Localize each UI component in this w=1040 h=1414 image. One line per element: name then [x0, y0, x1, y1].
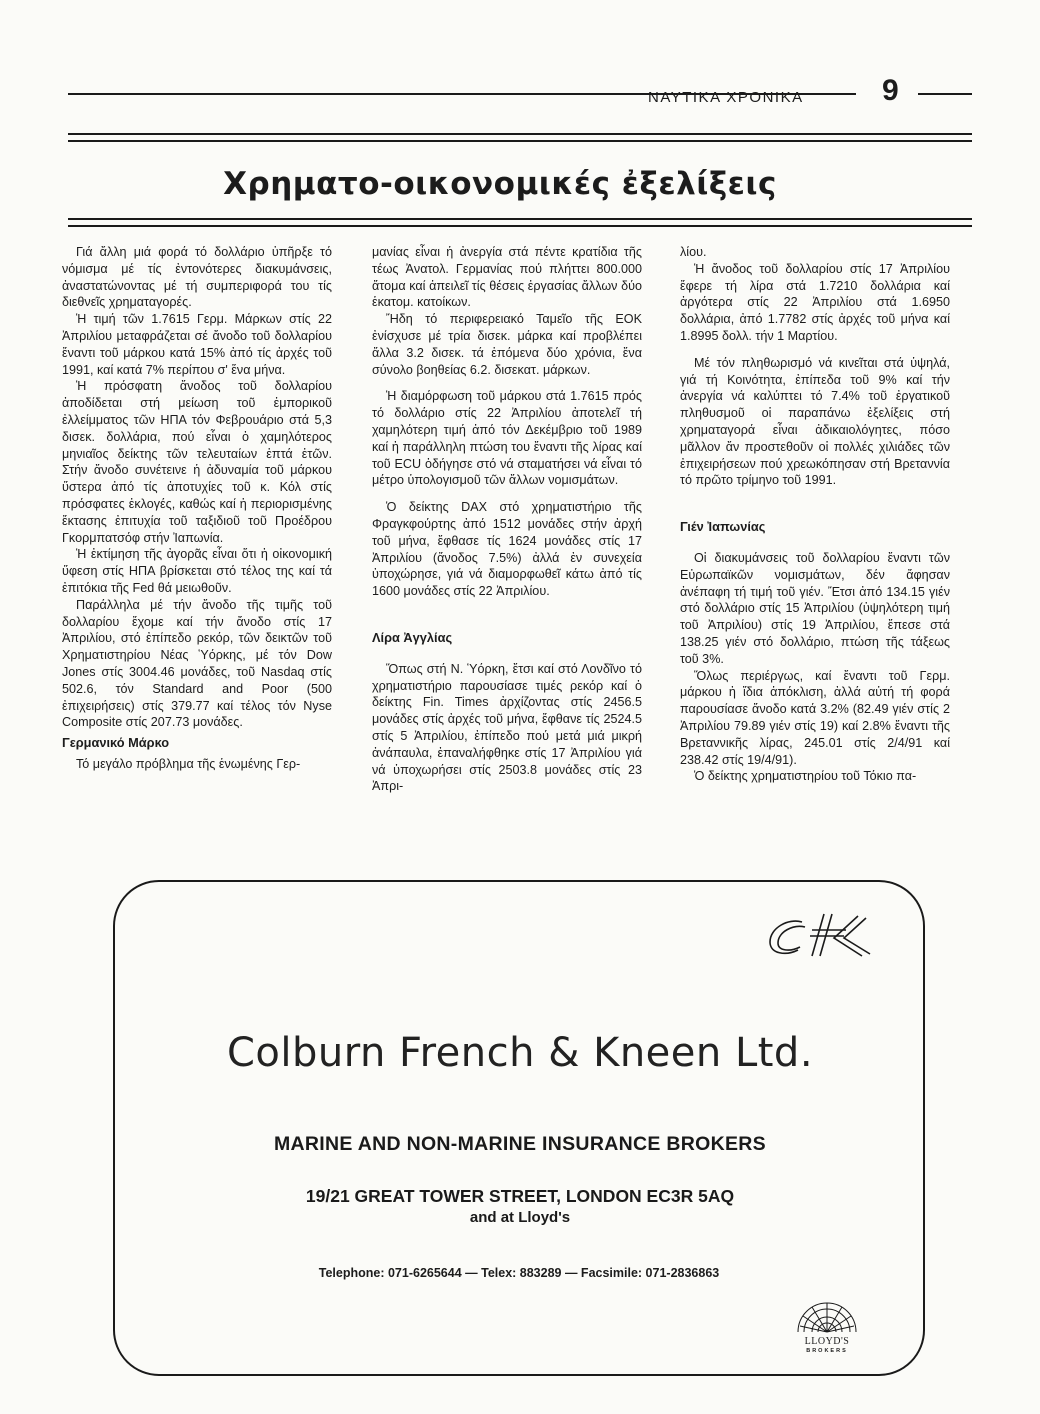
advert-company-name: Colburn French & Kneen Ltd. — [226, 1030, 814, 1076]
lloyds-sub-label: BROKERS — [806, 1348, 848, 1354]
paragraph: Ἡ τιμή τῶν 1.7615 Γερμ. Μάρκων στίς 22 Ἀπριλίου μεταφράζεται σέ ἄνοδο τοῦ δολλαρίου ἔναντι τοῦ μάρκου κατά 15% ἀπό τίς ἀρχές τοῦ 1991, καί κατά 7% περίπου σ' ἕνα μήνα. — [62, 312, 332, 377]
article-column-3 — [680, 244, 950, 785]
advert-tagline: MARINE AND NON-MARINE INSURANCE BROKERS — [274, 1133, 766, 1155]
paragraph: Ἡ διαμόρφωση τοῦ μάρκου στά 1.7615 πρός τό δολλάριο στίς 22 Ἀπριλίου ἀποτελεῖ τή χαμηλότερη τιμή ἀπό τόν Δεκέμβριο τοῦ 1989 καί ἡ παράλληλη πτώση του ἔναντι τῆς λίρας καί τοῦ ECU ὁδήγησε στό νά σταματήσει νά εἶναι τό μέτρο ὑπολογισμοῦ τῶν ἄλλων νομισμάτων. — [372, 389, 642, 488]
article-column-2 — [372, 244, 642, 795]
advert-address-lloyds: and at Lloyd's — [469, 1209, 571, 1226]
title-top-rule-1 — [68, 133, 972, 135]
paragraph: μανίας εἶναι ἡ ἀνεργία στά πέντε κρατίδια τῆς τέως Ἀνατολ. Γερμανίας πού πλήττει 800.000 ἄτομα καί ἀπειλεῖ τίς θέσεις ἐργασίας ἄλλων δύο ἑκατομ. κατοίκων. — [372, 245, 642, 310]
advert-contact-line: Telephone: 071-6265644 — Telex: 883289 — Facsimile: 071-2836863 — [318, 1266, 720, 1280]
article-column-1 — [62, 244, 332, 773]
svg-text:cfk: cfk — [762, 895, 783, 912]
paragraph: Ὁ δείκτης DAX στό χρηματιστήριο τῆς Φραγκφούρτης ἀπό 1512 μονάδες στήν ἀρχή τοῦ μήνα, ἔφθασε τίς 1624 μονάδες στίς 17 Ἀπριλίου (ἄνοδος 7.5%) ἀλλά ἐν συνεχεία ὑποχώρησε, γιά νά διαμορφωθεῖ κάτω ἀπό τίς 1600 μονάδες στίς 22 Ἀπριλίου. — [372, 500, 642, 599]
paragraph: Ἤδη τό περιφερειακό Ταμεῖο τῆς ΕΟΚ ἐνίσχυσε μέ τρία δισεκ. μάρκα καί προβλέπει ἄλλα 3.2 δισεκ. τά ἑπόμενα δύο χρόνια, ἕνα σύνολο βοηθείας 6.2. δισεκατ. μάρκων. — [372, 312, 642, 377]
title-bottom-rule-2 — [68, 225, 972, 227]
page-number: 9 — [882, 74, 899, 107]
paragraph: Ἡ ἐκτίμηση τῆς ἀγορᾶς εἶναι ὅτι ἡ οἰκονομική ὕφεση στίς ΗΠΑ βρίσκεται στό τέλος της καί τά ἐπιτόκια τῆς Fed θά μειωθοῦν. — [62, 547, 332, 595]
section-heading-lira: Λίρα Ἀγγλίας — [372, 629, 453, 645]
article-title: Χρηματο-οικονομικές ἐξελίξεις — [223, 166, 777, 202]
title-top-rule-2 — [68, 140, 972, 142]
title-bottom-rule-1 — [68, 218, 972, 220]
header-rule-right — [918, 93, 972, 95]
paragraph: Τό μεγάλο πρόβλημα τῆς ἑνωμένης Γερ- — [76, 756, 301, 771]
paragraph: Παράλληλα μέ τήν ἄνοδο τῆς τιμῆς τοῦ δολλαρίου ἔχομε καί τήν ἄνοδο στίς 17 Ἀπριλίου, στό ἐπίπεδο ρεκόρ, τῶν δεικτῶν τοῦ Χρηματιστηρίου Νέας Ὑόρκης, μέ τόν Dow Jones στίς 3004.46 μονάδες, τοῦ Nasdaq στίς 502.6, τόν Standard and Poor (500 ἐπιχειρήσεις) στίς 379.77 καί τέλος τόν Nyse Composite στίς 207.73 μονάδες. — [62, 597, 332, 730]
paragraph: Μέ τόν πληθωρισμό νά κινεῖται στά ὑψηλά, γιά τή Κοινότητα, ἐπίπεδα τοῦ 9% καί τήν ἀνεργία νά καλύπτει τό 7.4% τοῦ ἐργατικοῦ πληθυσμοῦ οἱ παραπάνω ἐξελίξεις στή χρηματαγορά εἶναι ἀδικαιολόγητες, πόσο μᾶλλον ἄν προστεθοῦν οἱ πολλές χιλιάδες τῶν ἐπιχειρήσεων πού χρεωκόπησαν στή Βρεταννία τό πρῶτο τρίμηνο τοῦ 1991. — [680, 355, 950, 488]
paragraph: Ὅπως στή Ν. Ὑόρκη, ἔτσι καί στό Λονδῖνο τό χρηματιστήριο παρουσίασε τιμές ρεκόρ καί ὁ δείκτης Fin. Times ἀρχίζοντας στίς 2456.5 μονάδες στίς ἀρχές τοῦ μήνα, ἔφθανε τίς 2524.5 στίς 5 Ἀπριλίου, ἐπίπεδο πού μετά μιά μικρή ἀνάπαυλα, ἐπαναλήφθηκε στίς 17 Ἀπριλίου γιά νά ὑποχωρήσει στίς 2503.8 μονάδες στίς 23 Ἀπρι- — [372, 661, 642, 794]
section-title: ΝΑΥΤΙΚΑ ΧΡΟΝΙΚΑ — [648, 89, 804, 106]
lloyds-emblem-icon — [792, 1286, 862, 1334]
section-heading-mark: Γερμανικό Μάρκο — [62, 735, 170, 751]
advert-address: 19/21 GREAT TOWER STREET, LONDON EC3R 5AQ — [305, 1186, 735, 1206]
paragraph: Ἡ πρόσφατη ἄνοδος τοῦ δολλαρίου ἀποδίδεται στή μείωση τοῦ ἐμπορικοῦ ἐλλείμματος τῶν ΗΠΑ τόν Φεβρουάριο στά 5,3 δισεκ. δολλάρια, πού εἶναι ὁ χαμηλότερος μηνιαῖος δείκτης τῶν τελευταίων ἑπτά ἐτῶν. Στήν ἄνοδο συνέτεινε ἡ ἀδυναμία τοῦ μάρκου ὕστερα ἀπό τίς ἀποτυχίες τοῦ κ. Κόλ στίς πρόσφατες ἐκλογές, καθώς καί ἡ περιορισμένης ἔκτασης ἐπιτυχία τοῦ ταξιδιοῦ τοῦ Προέδρου Γκορμπατσόφ στήν Ἰαπωνία. — [62, 379, 332, 545]
paragraph: λίου. — [680, 245, 707, 259]
paragraph: Οἱ διακυμάνσεις τοῦ δολλαρίου ἔναντι τῶν Εὐρωπαϊκῶν νομισμάτων, δέν ἄφησαν ἀνέπαφη τή τιμή τοῦ γιέν. Ἔτσι ἀπό 134.15 γιέν στό δολλάριο στίς 15 Ἀπριλίου (ὑψηλότερη τιμή τοῦ Ἀπριλίου) στίς 19 Ἀπριλίου, ἔπεσε στά 138.25 γιέν στό δολλάριο, πτώση τῆς τάξεως τοῦ 3%. — [680, 550, 950, 666]
paragraph: Ἡ ἄνοδος τοῦ δολλαρίου στίς 17 Ἀπριλίου ἔφερε τή λίρα στά 1.7210 δολλάρια καί ἀργότερα στίς 22 Ἀπριλίου στά 1.6950 δολλάρια, ἀπό 1.7782 στίς ἀρχές τοῦ μήνα καί 1.8995 δολλ. τήν 1 Μαρτίου. — [680, 261, 950, 343]
paragraph: Γιά ἄλλη μιά φορά τό δολλάριο ὑπῆρξε τό νόμισμα μέ τίς ἐντονότερες διακυμάνσεις, ἀναστατώνοντας μέ τή συμπεριφορά του τίς διεθνεῖς χρηματαγορές. — [62, 245, 332, 310]
section-heading-yen: Γιέν Ἰαπωνίας — [680, 519, 766, 535]
cfk-logo-icon — [762, 895, 874, 964]
paragraph: Ὅλως περιέργως, καί ἔναντι τοῦ Γερμ. μάρκου ἡ ἴδια ἀπόκλιση, ἀλλά αὐτή τή φορά παρουσίασε ἄνοδο κατά 3.2% (82.49 γιέν στίς 2 Ἀπριλίου 79.89 γιέν στίς 19) καί 2.8% ἔναντι τῆς Βρεταννικῆς λίρας, 245.01 στίς 2/4/91 καί 238.42 στίς 19/4/91). — [680, 668, 950, 767]
lloyds-label: LLOYD'S — [804, 1336, 850, 1347]
paragraph: Ὁ δείκτης χρηματιστηρίου τοῦ Τόκιο πα- — [694, 769, 917, 784]
